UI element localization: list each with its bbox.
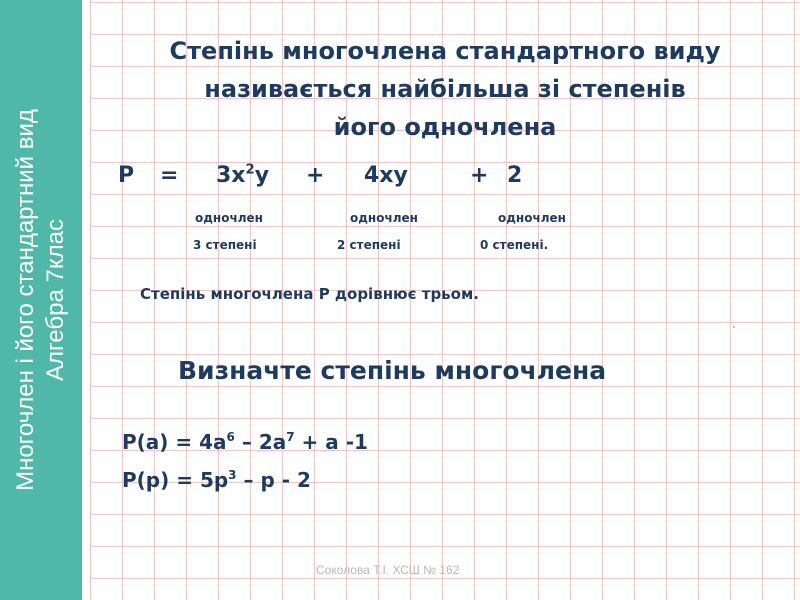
poly1-exp1: 6 (226, 430, 235, 445)
poly2-part-a: P(p) = 5p (122, 468, 229, 492)
poly1-exp2: 7 (286, 430, 295, 445)
poly1-part-c: + a -1 (294, 430, 368, 454)
term3-label: одночлен (498, 211, 566, 225)
poly1-part-a: P(a) = 4a (122, 430, 227, 454)
term1-base: 3x (216, 163, 246, 188)
sidebar-title (11, 20, 71, 580)
formula-term2: 4xy (364, 163, 408, 188)
polynomial-2 (122, 466, 311, 494)
poly1-part-b: – 2a (234, 430, 287, 454)
formula-term1 (216, 161, 269, 191)
term1-label: одночлен (195, 211, 263, 225)
sidebar-divider (82, 0, 90, 600)
formula-lhs: P (118, 163, 135, 188)
term2-label: одночлен (350, 211, 418, 225)
polynomial-1 (122, 428, 368, 456)
poly2-exp1: 3 (228, 468, 237, 483)
formula-plus2: + (470, 163, 489, 188)
decorative-dot (733, 326, 735, 328)
formula-plus1: + (306, 163, 325, 188)
term2-degree: 2 степені (337, 238, 401, 252)
term1-degree: 3 степені (193, 238, 257, 252)
formula-term3: 2 (507, 163, 523, 188)
definition-line1: Степінь многочлена стандартного виду (169, 37, 721, 65)
term3-degree: 0 степені. (480, 238, 549, 252)
sidebar-title-line1: Многочлен і його стандартний вид (12, 109, 39, 491)
definition-line2: називається найбільша зі степенів (204, 75, 686, 103)
term1-exponent: 2 (245, 162, 255, 178)
formula-equals: = (160, 163, 179, 188)
task-heading: Визначте степінь многочлена (178, 356, 607, 385)
term1-tail: y (254, 163, 270, 188)
definition-heading (90, 32, 800, 146)
conclusion-text: Степінь многочлена P дорівнює трьом. (140, 285, 479, 303)
footer-author: Соколова Т.І. ХСШ № 162 (316, 563, 460, 577)
poly2-part-b: – p - 2 (236, 468, 311, 492)
sidebar-title-line2: Алгебра 7клас (42, 219, 69, 381)
definition-line3: його одночлена (333, 113, 557, 141)
